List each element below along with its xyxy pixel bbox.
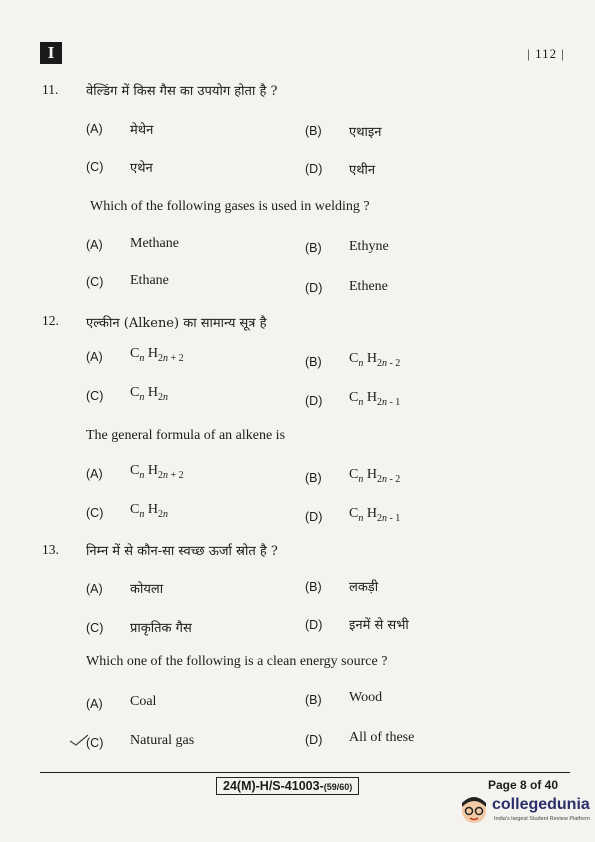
- footer-divider: [40, 772, 570, 773]
- formula-cnh2n: $C_n$ $H_{2n}$: [130, 385, 168, 403]
- formula-cnh2n+2: $C_n$ $H_{2n + 2}$: [130, 463, 184, 481]
- option-label: (B): [305, 241, 322, 255]
- option-label: (A): [86, 582, 103, 596]
- option-text: इनमें से सभी: [349, 618, 409, 633]
- formula-cnh2n+2: $C_n$ $H_{2n + 2}$: [130, 346, 184, 364]
- option-text: लकड़ी: [349, 580, 379, 595]
- option-text: प्राकृतिक गैस: [130, 621, 192, 636]
- option-label: (C): [86, 621, 104, 635]
- option-label: (D): [305, 733, 323, 747]
- section-marker: I: [40, 42, 62, 64]
- option-text: Ethyne: [349, 239, 389, 254]
- page-info: Page 8 of 40: [488, 778, 559, 792]
- option-label: (A): [86, 467, 103, 481]
- question-text-english: Which one of the following is a clean energy source ?: [86, 654, 388, 669]
- option-label: (C): [86, 160, 104, 174]
- option-label: (C): [86, 275, 104, 289]
- formula-cnh2n-2: $C_n$ $H_{2n - 2}$: [349, 351, 401, 369]
- option-text: कोयला: [130, 582, 164, 597]
- option-label: (A): [86, 122, 103, 136]
- brand-name: collegedunia: [492, 796, 590, 813]
- question-text-english: The general formula of an alkene is: [86, 428, 286, 443]
- option-label: (D): [305, 618, 323, 632]
- option-text: Ethene: [349, 279, 388, 294]
- formula-cnh2n-1: $C_n$ $H_{2n - 1}$: [349, 506, 401, 524]
- question-text-hindi: एल्कीन (Alkene) का सामान्य सूत्र है: [86, 316, 267, 331]
- option-label: (A): [86, 697, 103, 711]
- option-text: Natural gas: [130, 733, 195, 748]
- option-label: (C): [86, 506, 104, 520]
- option-label: (D): [305, 162, 323, 176]
- option-label: (A): [86, 238, 103, 252]
- option-label: (C): [86, 389, 104, 403]
- option-text: Methane: [130, 236, 179, 251]
- question-number: 13.: [42, 542, 59, 557]
- page-number: | 112 |: [527, 46, 565, 61]
- handwritten-tick-mark: [68, 733, 90, 747]
- option-text: एथाइन: [349, 125, 382, 140]
- option-text: Ethane: [130, 273, 169, 288]
- question-text-english: Which of the following gases is used in welding ?: [90, 199, 370, 214]
- option-label: (C): [86, 736, 104, 750]
- formula-cnh2n: $C_n$ $H_{2n}$: [130, 502, 168, 520]
- option-label: (D): [305, 394, 323, 408]
- option-text: All of these: [349, 730, 415, 745]
- collegedunia-logo-icon: [458, 793, 490, 825]
- question-text-hindi: निम्न में से कौन-सा स्वच्छ ऊर्जा स्रोत है ?: [86, 544, 278, 559]
- formula-cnh2n-2: $C_n$ $H_{2n - 2}$: [349, 467, 401, 485]
- option-label: (A): [86, 350, 103, 364]
- option-text: मेथेन: [130, 123, 154, 138]
- formula-cnh2n-1: $C_n$ $H_{2n - 1}$: [349, 390, 401, 408]
- option-label: (D): [305, 510, 323, 524]
- option-label: (B): [305, 580, 322, 594]
- option-label: (B): [305, 471, 322, 485]
- question-number: 11.: [42, 82, 59, 97]
- question-number: 12.: [42, 313, 59, 328]
- option-text: Coal: [130, 694, 157, 709]
- option-label: (B): [305, 124, 322, 138]
- option-text: Wood: [349, 690, 383, 705]
- option-label: (B): [305, 355, 322, 369]
- option-text: एथेन: [130, 161, 153, 176]
- option-text: एथीन: [349, 163, 376, 178]
- paper-code: 24(M)-H/S-41003-(59/60): [216, 777, 359, 795]
- option-label: (D): [305, 281, 323, 295]
- question-text-hindi: वेल्डिंग में किस गैस का उपयोग होता है ?: [86, 84, 278, 99]
- option-label: (B): [305, 693, 322, 707]
- brand-tagline: India's largest Student Review Platform: [494, 816, 590, 822]
